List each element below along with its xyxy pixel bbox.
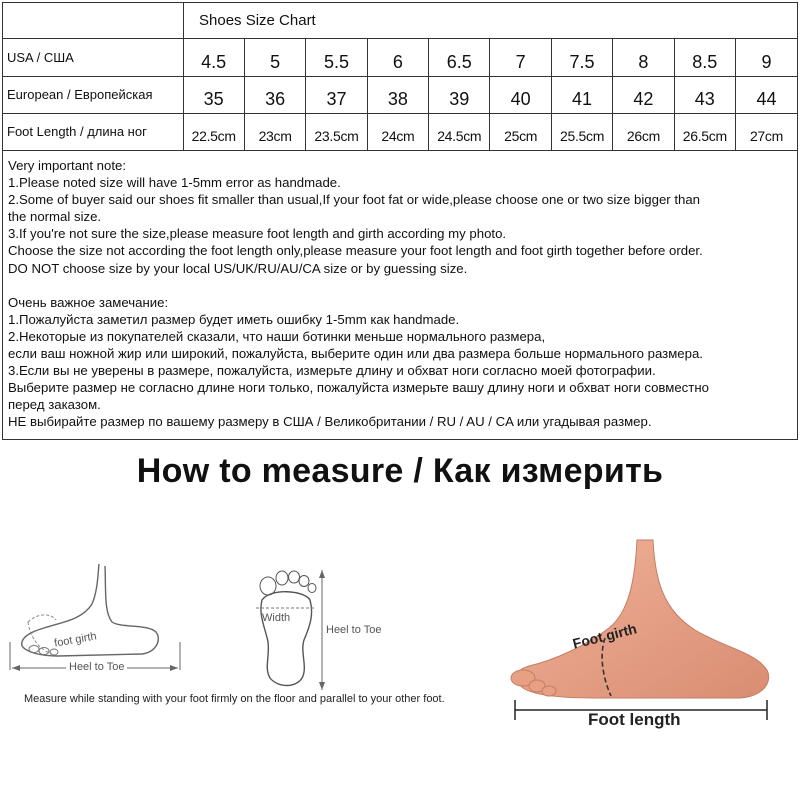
size-cell: 8.5 — [674, 39, 735, 76]
size-table — [3, 39, 797, 151]
size-cell: 23.5cm — [306, 113, 367, 150]
chart-title-row — [3, 3, 797, 39]
note-ru-line: 3.Если вы не уверены в размере, пожалуйста, измерьте длину и обхват ноги согласно моей фотографии. — [8, 363, 656, 379]
size-cell: 6 — [367, 39, 428, 76]
size-row-eu — [3, 76, 797, 113]
note-en-line: 3.If you're not sure the size,please measure foot length and girth according my photo. — [8, 226, 507, 242]
size-cell: 23cm — [244, 113, 305, 150]
size-cell: 35 — [183, 76, 244, 113]
size-cell: 26.5cm — [674, 113, 735, 150]
size-cell: 24.5cm — [429, 113, 490, 150]
size-cell: 37 — [306, 76, 367, 113]
size-cell: 36 — [244, 76, 305, 113]
size-cell: 27cm — [736, 113, 797, 150]
size-cell: 43 — [674, 76, 735, 113]
size-cell: 44 — [736, 76, 797, 113]
side-heel-to-toe-label: Heel to Toe — [66, 661, 127, 673]
row-label: Foot Length / длина ног — [3, 113, 183, 150]
size-cell: 5.5 — [306, 39, 367, 76]
note-en-line: 1.Please noted size will have 1-5mm error as handmade. — [8, 175, 341, 191]
measure-heading: How to measure / Как измерить — [136, 452, 664, 490]
note-ru-line: Выберите размер не согласно длине ноги только, пожалуйста измерьте вашу длину ноги и обхват ноги совместно — [8, 380, 709, 396]
size-cell: 24cm — [367, 113, 428, 150]
note-ru-line: если ваш ножной жир или широкий, пожалуйста, выберите один или два размера больше нормального размера. — [8, 345, 703, 361]
row-label: USA / США — [3, 39, 183, 76]
photo-foot-length-label: Foot length — [588, 710, 681, 729]
size-cell: 39 — [429, 76, 490, 113]
foot-photo — [505, 520, 785, 735]
note-ru-line: 1.Пожалуйста заметил размер будет иметь ошибку 1-5mm как handmade. — [8, 311, 460, 327]
note-ru-line: НЕ выбирайте размер по вашему размеру в США / Великобритании / RU / AU / CA или угадывая размер. — [8, 414, 652, 430]
size-cell: 26cm — [613, 113, 674, 150]
size-cell: 8 — [613, 39, 674, 76]
row-label: European / Европейская — [3, 76, 183, 113]
note-en-line: the normal size. — [8, 209, 102, 225]
photo-foot-girth-label: Foot girth — [571, 620, 639, 652]
notes — [8, 157, 794, 430]
sole-width-label: Width — [262, 612, 291, 624]
size-cell: 22.5cm — [183, 113, 244, 150]
size-cell: 42 — [613, 76, 674, 113]
size-cell: 40 — [490, 76, 551, 113]
note-en-line: Very important note: — [8, 158, 127, 173]
size-cell: 9 — [736, 39, 797, 76]
size-row-usa — [3, 39, 797, 76]
chart-title: Shoes Size Chart — [199, 12, 316, 29]
size-cell: 38 — [367, 76, 428, 113]
size-cell: 41 — [551, 76, 612, 113]
size-cell: 25cm — [490, 113, 551, 150]
note-ru-line: Очень важное замечание: — [8, 294, 169, 310]
size-cell: 6.5 — [429, 39, 490, 76]
size-row-foot-length — [3, 113, 797, 150]
side-foot-girth-label: foot girth — [53, 630, 98, 650]
note-en-line: DO NOT choose size by your local US/UK/RU/AU/CA size or by guessing size. — [8, 260, 468, 276]
size-cell: 4.5 — [183, 39, 244, 76]
note-ru-line: 2.Некоторые из покупателей сказали, что наши ботинки меньше нормального размера, — [8, 328, 546, 344]
size-cell: 25.5cm — [551, 113, 612, 150]
size-cell: 7.5 — [551, 39, 612, 76]
note-en-line: Choose the size not according the foot length only,please measure your foot length and foot girth together before order. — [8, 243, 703, 259]
size-cell: 7 — [490, 39, 551, 76]
measure-figures — [0, 520, 800, 800]
note-ru-line: перед заказом. — [8, 397, 101, 413]
measure-caption: Measure while standing with your foot firmly on the floor and parallel to your other foot. — [24, 693, 445, 705]
note-en-line: 2.Some of buyer said our shoes fit smaller than usual,If your foot fat or wide,please choose one or two size bigger than — [8, 192, 700, 208]
size-cell: 5 — [244, 39, 305, 76]
sole-heel-to-toe-label: Heel to Toe — [326, 624, 382, 636]
size-chart — [2, 2, 798, 440]
